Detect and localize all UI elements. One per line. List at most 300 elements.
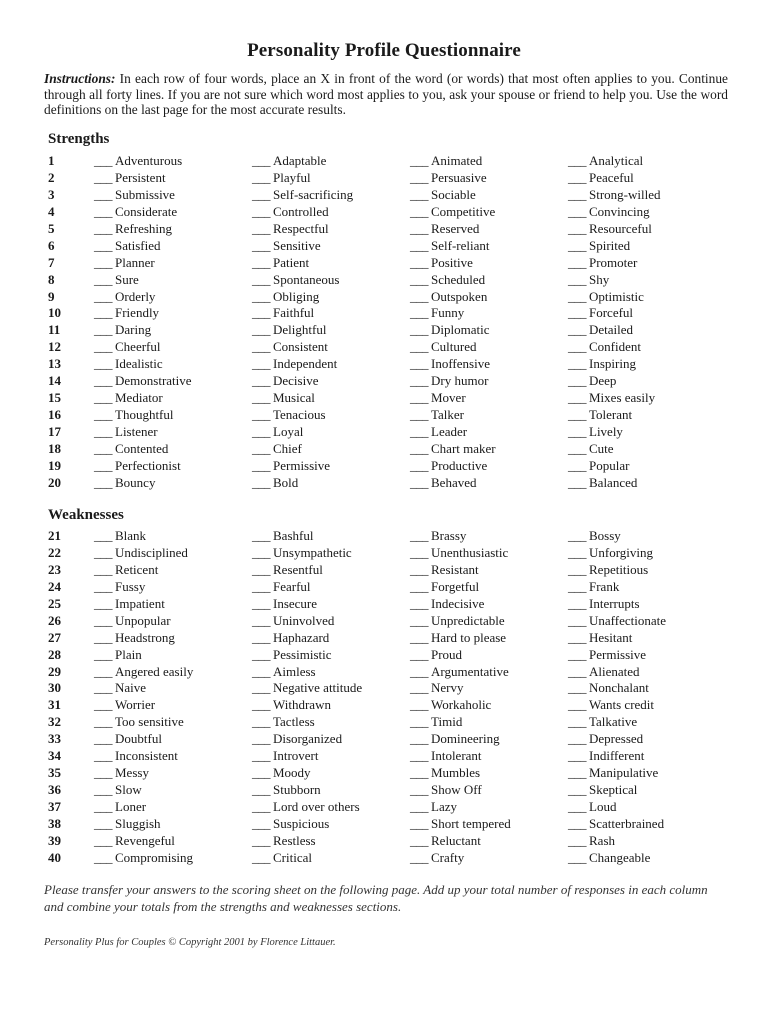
- answer-blank[interactable]: ___: [94, 528, 112, 543]
- word-option[interactable]: [252, 765, 311, 782]
- word-option[interactable]: [94, 680, 146, 697]
- answer-blank[interactable]: ___: [568, 528, 586, 543]
- answer-blank[interactable]: ___: [252, 663, 270, 679]
- word-option[interactable]: [94, 613, 171, 630]
- word-option[interactable]: [568, 613, 666, 630]
- word-option[interactable]: [410, 458, 487, 475]
- word-option[interactable]: [568, 289, 644, 306]
- answer-blank[interactable]: ___: [94, 271, 112, 287]
- answer-blank[interactable]: ___: [252, 305, 270, 321]
- answer-blank[interactable]: ___: [252, 765, 270, 781]
- answer-blank[interactable]: ___: [252, 731, 270, 747]
- word-option[interactable]: [94, 630, 175, 647]
- word-option[interactable]: [568, 562, 648, 579]
- answer-blank[interactable]: ___: [410, 153, 428, 168]
- answer-blank[interactable]: ___: [568, 612, 586, 628]
- word-option[interactable]: [252, 339, 328, 356]
- answer-blank[interactable]: ___: [94, 169, 112, 185]
- answer-blank[interactable]: ___: [568, 782, 586, 798]
- word-option[interactable]: [568, 153, 643, 170]
- answer-blank[interactable]: ___: [94, 186, 112, 202]
- answer-blank[interactable]: ___: [568, 561, 586, 577]
- answer-blank[interactable]: ___: [568, 339, 586, 355]
- word-option[interactable]: [252, 630, 329, 647]
- answer-blank[interactable]: ___: [568, 663, 586, 679]
- word-option[interactable]: [568, 782, 637, 799]
- answer-blank[interactable]: ___: [568, 220, 586, 236]
- answer-blank[interactable]: ___: [94, 424, 112, 439]
- answer-blank[interactable]: ___: [410, 254, 428, 270]
- word-option[interactable]: [94, 339, 160, 356]
- answer-blank[interactable]: ___: [252, 849, 270, 865]
- answer-blank[interactable]: ___: [94, 697, 112, 713]
- answer-blank[interactable]: ___: [94, 339, 112, 355]
- answer-blank[interactable]: ___: [252, 322, 270, 338]
- word-option[interactable]: [410, 613, 505, 630]
- word-option[interactable]: [410, 255, 473, 272]
- word-option[interactable]: [252, 424, 303, 441]
- answer-blank[interactable]: ___: [568, 697, 586, 713]
- word-option[interactable]: [568, 528, 621, 545]
- answer-blank[interactable]: ___: [94, 561, 112, 577]
- word-option[interactable]: [252, 579, 311, 596]
- answer-blank[interactable]: ___: [568, 578, 586, 594]
- word-option[interactable]: [410, 170, 487, 187]
- word-option[interactable]: [94, 373, 192, 390]
- word-option[interactable]: [410, 799, 457, 816]
- answer-blank[interactable]: ___: [252, 561, 270, 577]
- answer-blank[interactable]: ___: [94, 254, 112, 270]
- answer-blank[interactable]: ___: [568, 474, 586, 490]
- answer-blank[interactable]: ___: [94, 288, 112, 304]
- word-option[interactable]: [94, 204, 177, 221]
- answer-blank[interactable]: ___: [568, 153, 586, 168]
- answer-blank[interactable]: ___: [410, 629, 428, 645]
- answer-blank[interactable]: ___: [568, 748, 586, 764]
- word-option[interactable]: [252, 441, 302, 458]
- answer-blank[interactable]: ___: [568, 322, 586, 338]
- word-option[interactable]: [410, 579, 479, 596]
- word-option[interactable]: [94, 816, 161, 833]
- answer-blank[interactable]: ___: [252, 646, 270, 662]
- answer-blank[interactable]: ___: [252, 832, 270, 848]
- word-option[interactable]: [410, 765, 480, 782]
- answer-blank[interactable]: ___: [252, 544, 270, 560]
- word-option[interactable]: [252, 697, 331, 714]
- word-option[interactable]: [94, 441, 168, 458]
- answer-blank[interactable]: ___: [568, 356, 586, 372]
- word-option[interactable]: [410, 390, 466, 407]
- answer-blank[interactable]: ___: [94, 765, 112, 781]
- answer-blank[interactable]: ___: [252, 203, 270, 219]
- answer-blank[interactable]: ___: [568, 646, 586, 662]
- word-option[interactable]: [94, 782, 142, 799]
- answer-blank[interactable]: ___: [252, 339, 270, 355]
- word-option[interactable]: [252, 816, 329, 833]
- answer-blank[interactable]: ___: [94, 680, 112, 696]
- answer-blank[interactable]: ___: [568, 203, 586, 219]
- word-option[interactable]: [568, 816, 664, 833]
- answer-blank[interactable]: ___: [568, 815, 586, 831]
- word-option[interactable]: [252, 458, 330, 475]
- answer-blank[interactable]: ___: [410, 544, 428, 560]
- answer-blank[interactable]: ___: [568, 849, 586, 865]
- answer-blank[interactable]: ___: [410, 612, 428, 628]
- word-option[interactable]: [94, 458, 181, 475]
- word-option[interactable]: [252, 613, 334, 630]
- answer-blank[interactable]: ___: [568, 595, 586, 611]
- word-option[interactable]: [410, 545, 508, 562]
- answer-blank[interactable]: ___: [410, 271, 428, 287]
- word-option[interactable]: [252, 562, 323, 579]
- word-option[interactable]: [252, 647, 332, 664]
- answer-blank[interactable]: ___: [410, 373, 428, 389]
- word-option[interactable]: [94, 765, 149, 782]
- word-option[interactable]: [568, 680, 649, 697]
- word-option[interactable]: [252, 799, 360, 816]
- answer-blank[interactable]: ___: [410, 356, 428, 372]
- word-option[interactable]: [410, 373, 488, 390]
- word-option[interactable]: [252, 322, 326, 339]
- answer-blank[interactable]: ___: [252, 799, 270, 814]
- word-option[interactable]: [410, 833, 481, 850]
- answer-blank[interactable]: ___: [252, 680, 270, 696]
- word-option[interactable]: [252, 356, 337, 373]
- word-option[interactable]: [568, 475, 637, 492]
- word-option[interactable]: [252, 528, 313, 545]
- word-option[interactable]: [410, 322, 490, 339]
- word-option[interactable]: [568, 630, 632, 647]
- answer-blank[interactable]: ___: [94, 153, 112, 168]
- answer-blank[interactable]: ___: [410, 748, 428, 764]
- answer-blank[interactable]: ___: [410, 186, 428, 202]
- answer-blank[interactable]: ___: [410, 528, 428, 543]
- answer-blank[interactable]: ___: [252, 390, 270, 406]
- word-option[interactable]: [568, 322, 633, 339]
- word-option[interactable]: [568, 697, 654, 714]
- word-option[interactable]: [252, 153, 326, 170]
- word-option[interactable]: [568, 714, 637, 731]
- word-option[interactable]: [94, 407, 174, 424]
- answer-blank[interactable]: ___: [410, 407, 428, 423]
- answer-blank[interactable]: ___: [410, 815, 428, 831]
- answer-blank[interactable]: ___: [410, 832, 428, 848]
- word-option[interactable]: [252, 272, 339, 289]
- answer-blank[interactable]: ___: [410, 765, 428, 781]
- answer-blank[interactable]: ___: [410, 237, 428, 253]
- word-option[interactable]: [94, 289, 155, 306]
- word-option[interactable]: [410, 647, 462, 664]
- answer-blank[interactable]: ___: [568, 832, 586, 848]
- answer-blank[interactable]: ___: [410, 697, 428, 713]
- word-option[interactable]: [568, 272, 609, 289]
- word-option[interactable]: [94, 748, 178, 765]
- word-option[interactable]: [410, 782, 482, 799]
- word-option[interactable]: [410, 528, 466, 545]
- answer-blank[interactable]: ___: [252, 254, 270, 270]
- word-option[interactable]: [410, 664, 509, 681]
- word-option[interactable]: [410, 441, 496, 458]
- answer-blank[interactable]: ___: [568, 237, 586, 253]
- answer-blank[interactable]: ___: [410, 849, 428, 865]
- answer-blank[interactable]: ___: [252, 528, 270, 543]
- answer-blank[interactable]: ___: [252, 169, 270, 185]
- answer-blank[interactable]: ___: [410, 578, 428, 594]
- answer-blank[interactable]: ___: [94, 440, 112, 456]
- word-option[interactable]: [410, 407, 464, 424]
- word-option[interactable]: [252, 187, 353, 204]
- word-option[interactable]: [568, 339, 641, 356]
- answer-blank[interactable]: ___: [568, 731, 586, 747]
- answer-blank[interactable]: ___: [94, 322, 112, 338]
- answer-blank[interactable]: ___: [252, 578, 270, 594]
- word-option[interactable]: [94, 153, 182, 170]
- answer-blank[interactable]: ___: [94, 407, 112, 423]
- word-option[interactable]: [568, 799, 616, 816]
- answer-blank[interactable]: ___: [94, 663, 112, 679]
- answer-blank[interactable]: ___: [252, 748, 270, 764]
- answer-blank[interactable]: ___: [568, 169, 586, 185]
- word-option[interactable]: [94, 475, 155, 492]
- word-option[interactable]: [410, 424, 467, 441]
- word-option[interactable]: [252, 664, 316, 681]
- answer-blank[interactable]: ___: [252, 271, 270, 287]
- answer-blank[interactable]: ___: [252, 474, 270, 490]
- answer-blank[interactable]: ___: [568, 186, 586, 202]
- word-option[interactable]: [410, 238, 489, 255]
- word-option[interactable]: [252, 782, 321, 799]
- word-option[interactable]: [568, 305, 633, 322]
- word-option[interactable]: [410, 680, 464, 697]
- answer-blank[interactable]: ___: [568, 373, 586, 389]
- answer-blank[interactable]: ___: [568, 440, 586, 456]
- word-option[interactable]: [410, 289, 487, 306]
- answer-blank[interactable]: ___: [94, 731, 112, 747]
- answer-blank[interactable]: ___: [410, 203, 428, 219]
- answer-blank[interactable]: ___: [252, 288, 270, 304]
- answer-blank[interactable]: ___: [568, 799, 586, 814]
- word-option[interactable]: [568, 356, 636, 373]
- answer-blank[interactable]: ___: [252, 153, 270, 168]
- word-option[interactable]: [252, 731, 342, 748]
- word-option[interactable]: [94, 187, 175, 204]
- answer-blank[interactable]: ___: [410, 220, 428, 236]
- answer-blank[interactable]: ___: [94, 544, 112, 560]
- word-option[interactable]: [94, 833, 175, 850]
- answer-blank[interactable]: ___: [94, 782, 112, 798]
- answer-blank[interactable]: ___: [94, 305, 112, 321]
- word-option[interactable]: [410, 272, 485, 289]
- answer-blank[interactable]: ___: [94, 595, 112, 611]
- answer-blank[interactable]: ___: [94, 457, 112, 473]
- word-option[interactable]: [568, 850, 650, 867]
- answer-blank[interactable]: ___: [568, 457, 586, 473]
- word-option[interactable]: [94, 305, 159, 322]
- word-option[interactable]: [568, 765, 658, 782]
- word-option[interactable]: [94, 255, 155, 272]
- answer-blank[interactable]: ___: [252, 220, 270, 236]
- word-option[interactable]: [94, 221, 172, 238]
- answer-blank[interactable]: ___: [568, 714, 586, 730]
- answer-blank[interactable]: ___: [94, 474, 112, 490]
- answer-blank[interactable]: ___: [252, 186, 270, 202]
- answer-blank[interactable]: ___: [410, 663, 428, 679]
- word-option[interactable]: [568, 441, 614, 458]
- word-option[interactable]: [568, 255, 637, 272]
- word-option[interactable]: [410, 850, 464, 867]
- answer-blank[interactable]: ___: [252, 629, 270, 645]
- word-option[interactable]: [94, 390, 163, 407]
- word-option[interactable]: [568, 731, 643, 748]
- answer-blank[interactable]: ___: [252, 457, 270, 473]
- word-option[interactable]: [568, 833, 615, 850]
- word-option[interactable]: [410, 630, 506, 647]
- word-option[interactable]: [410, 356, 490, 373]
- word-option[interactable]: [94, 799, 146, 816]
- answer-blank[interactable]: ___: [568, 407, 586, 423]
- answer-blank[interactable]: ___: [94, 612, 112, 628]
- word-option[interactable]: [410, 596, 484, 613]
- answer-blank[interactable]: ___: [252, 356, 270, 372]
- word-option[interactable]: [410, 221, 479, 238]
- answer-blank[interactable]: ___: [410, 680, 428, 696]
- answer-blank[interactable]: ___: [410, 288, 428, 304]
- word-option[interactable]: [252, 850, 312, 867]
- word-option[interactable]: [410, 562, 479, 579]
- word-option[interactable]: [252, 475, 298, 492]
- word-option[interactable]: [94, 424, 158, 441]
- answer-blank[interactable]: ___: [410, 474, 428, 490]
- answer-blank[interactable]: ___: [568, 271, 586, 287]
- answer-blank[interactable]: ___: [252, 440, 270, 456]
- answer-blank[interactable]: ___: [252, 782, 270, 798]
- word-option[interactable]: [568, 596, 640, 613]
- answer-blank[interactable]: ___: [410, 169, 428, 185]
- word-option[interactable]: [94, 170, 166, 187]
- answer-blank[interactable]: ___: [410, 457, 428, 473]
- word-option[interactable]: [410, 475, 476, 492]
- word-option[interactable]: [410, 748, 482, 765]
- answer-blank[interactable]: ___: [568, 424, 586, 439]
- word-option[interactable]: [252, 545, 352, 562]
- word-option[interactable]: [94, 850, 193, 867]
- answer-blank[interactable]: ___: [410, 390, 428, 406]
- answer-blank[interactable]: ___: [252, 612, 270, 628]
- word-option[interactable]: [410, 697, 491, 714]
- word-option[interactable]: [568, 373, 616, 390]
- word-option[interactable]: [568, 238, 630, 255]
- word-option[interactable]: [252, 390, 315, 407]
- answer-blank[interactable]: ___: [252, 595, 270, 611]
- answer-blank[interactable]: ___: [94, 373, 112, 389]
- answer-blank[interactable]: ___: [410, 714, 428, 730]
- answer-blank[interactable]: ___: [94, 815, 112, 831]
- answer-blank[interactable]: ___: [94, 832, 112, 848]
- word-option[interactable]: [568, 170, 634, 187]
- answer-blank[interactable]: ___: [252, 815, 270, 831]
- answer-blank[interactable]: ___: [252, 407, 270, 423]
- word-option[interactable]: [568, 647, 646, 664]
- word-option[interactable]: [568, 424, 623, 441]
- word-option[interactable]: [94, 322, 151, 339]
- word-option[interactable]: [410, 816, 511, 833]
- word-option[interactable]: [94, 528, 146, 545]
- word-option[interactable]: [568, 458, 629, 475]
- answer-blank[interactable]: ___: [252, 714, 270, 730]
- word-option[interactable]: [94, 714, 184, 731]
- answer-blank[interactable]: ___: [94, 748, 112, 764]
- answer-blank[interactable]: ___: [410, 440, 428, 456]
- answer-blank[interactable]: ___: [568, 629, 586, 645]
- answer-blank[interactable]: ___: [410, 424, 428, 439]
- word-option[interactable]: [94, 562, 158, 579]
- word-option[interactable]: [252, 255, 309, 272]
- answer-blank[interactable]: ___: [410, 731, 428, 747]
- word-option[interactable]: [94, 579, 145, 596]
- word-option[interactable]: [252, 596, 317, 613]
- word-option[interactable]: [94, 272, 139, 289]
- word-option[interactable]: [252, 238, 321, 255]
- word-option[interactable]: [94, 731, 162, 748]
- word-option[interactable]: [94, 596, 165, 613]
- answer-blank[interactable]: ___: [94, 799, 112, 814]
- answer-blank[interactable]: ___: [568, 390, 586, 406]
- answer-blank[interactable]: ___: [410, 305, 428, 321]
- answer-blank[interactable]: ___: [568, 254, 586, 270]
- answer-blank[interactable]: ___: [252, 373, 270, 389]
- answer-blank[interactable]: ___: [568, 288, 586, 304]
- answer-blank[interactable]: ___: [252, 237, 270, 253]
- answer-blank[interactable]: ___: [410, 561, 428, 577]
- word-option[interactable]: [568, 664, 640, 681]
- answer-blank[interactable]: ___: [94, 356, 112, 372]
- word-option[interactable]: [410, 204, 495, 221]
- word-option[interactable]: [252, 373, 318, 390]
- word-option[interactable]: [568, 204, 650, 221]
- answer-blank[interactable]: ___: [252, 697, 270, 713]
- word-option[interactable]: [94, 356, 163, 373]
- word-option[interactable]: [410, 339, 477, 356]
- word-option[interactable]: [252, 833, 316, 850]
- answer-blank[interactable]: ___: [410, 595, 428, 611]
- word-option[interactable]: [252, 221, 329, 238]
- word-option[interactable]: [252, 714, 315, 731]
- answer-blank[interactable]: ___: [94, 849, 112, 865]
- word-option[interactable]: [252, 204, 329, 221]
- word-option[interactable]: [410, 153, 482, 170]
- answer-blank[interactable]: ___: [94, 390, 112, 406]
- answer-blank[interactable]: ___: [568, 305, 586, 321]
- word-option[interactable]: [94, 647, 142, 664]
- answer-blank[interactable]: ___: [568, 765, 586, 781]
- word-option[interactable]: [252, 289, 319, 306]
- word-option[interactable]: [410, 187, 476, 204]
- answer-blank[interactable]: ___: [94, 203, 112, 219]
- word-option[interactable]: [568, 221, 652, 238]
- word-option[interactable]: [410, 305, 464, 322]
- answer-blank[interactable]: ___: [94, 629, 112, 645]
- word-option[interactable]: [252, 305, 314, 322]
- word-option[interactable]: [568, 390, 655, 407]
- answer-blank[interactable]: ___: [410, 322, 428, 338]
- word-option[interactable]: [568, 579, 619, 596]
- word-option[interactable]: [410, 731, 500, 748]
- answer-blank[interactable]: ___: [94, 646, 112, 662]
- answer-blank[interactable]: ___: [410, 646, 428, 662]
- answer-blank[interactable]: ___: [410, 799, 428, 814]
- answer-blank[interactable]: ___: [94, 237, 112, 253]
- word-option[interactable]: [568, 545, 653, 562]
